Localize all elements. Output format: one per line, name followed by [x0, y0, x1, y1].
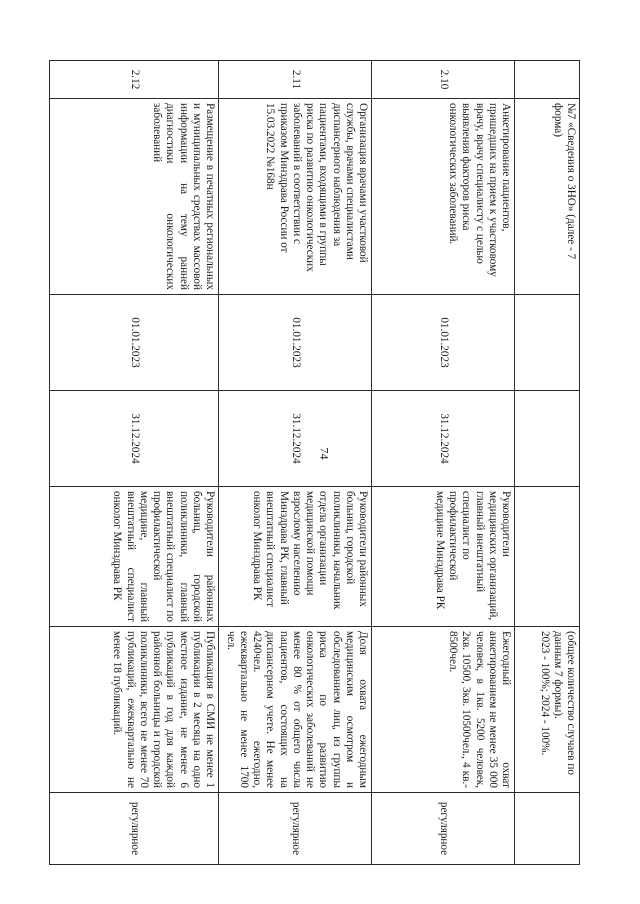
- periodicity-cell: регулярное: [372, 793, 515, 865]
- start-date: [515, 295, 580, 391]
- plan-table: [49, 60, 580, 865]
- indicator-cell: Ежегодный охват анкетированием не менее 35 000 человек, в 1кв. 5200 человек, 2кв. 10500, 3кв. 10500чел., 4 кв.- 8500чел.: [372, 627, 515, 793]
- event-cell: Анкетирование пациентов, пришедших на прием к участковому врачу, врачу специалисту с целью выявления факторов риска онкологических заболеваний.: [372, 99, 515, 295]
- table-row: [50, 61, 219, 865]
- event-cell: Организация врачами участковой службы, врачами специалистами диспансерного наблюдения за пациентами, входящими в группы риска по развитию онкологических заболеваний в соответствии с приказом Минздрава России от 15.03.2022 №168н: [219, 99, 372, 295]
- end-date: 31.12.2024: [50, 391, 219, 487]
- plan-table-rotated: [68, 60, 580, 864]
- table-row: [515, 61, 580, 865]
- event-cell: Размещение в печатных региональных и муниципальных средствах массовой информации на тему ранней диагностики онкологических заболеваний: [50, 99, 219, 295]
- start-date: 01.01.2023: [372, 295, 515, 391]
- row-number: 2.10: [372, 61, 515, 99]
- indicator-cell: Доля охвата ежегодным медицинским осмотром и обследованием лиц, из группы риска по развитию онкологических заболеваний не менее 80 % от общего числа пациентов, состоящих на диспансерном учете. Не менее 4240чел. ежегодно, ежеквартально не менее 1700 чел.: [219, 627, 372, 793]
- end-date: [515, 391, 580, 487]
- indicator-cell: Публикация в СМИ не менее 1 публикации в 2 месяца на одно местное издание, не менее 6 публикаций в год для каждой районной больницы и городской поликлиники, всего не менее 70 публикаций, ежеквартально не менее 18 публикаций.: [50, 627, 219, 793]
- start-date: 01.01.2023: [50, 295, 219, 391]
- periodicity-cell: регулярное: [219, 793, 372, 865]
- periodicity-cell: [515, 793, 580, 865]
- row-number: 2.12: [50, 61, 219, 99]
- start-date: 01.01.2023: [219, 295, 372, 391]
- row-number: [515, 61, 580, 99]
- responsible-cell: Руководители медицинских организаций, главный внештатный специалист по профилактической медицине Минздрава РК: [372, 487, 515, 627]
- responsible-cell: Руководители районных больниц, городской поликлиники, главный внештатный специалист по профилактической медицине, главный внештатный специалист онколог Минздрава РК: [50, 487, 219, 627]
- responsible-cell: [515, 487, 580, 627]
- end-date: 31.12.2024: [219, 391, 372, 487]
- end-date: 31.12.2024: [372, 391, 515, 487]
- row-number: 2.11: [219, 61, 372, 99]
- table-row: [372, 61, 515, 865]
- page-number: 74: [317, 447, 332, 460]
- indicator-cell: (общее количество случаев по данным 7 формы). 2023 - 100%; 2024 - 100%.: [515, 627, 580, 793]
- periodicity-cell: регулярное: [50, 793, 219, 865]
- responsible-cell: Руководители районных больниц, городской поликлиники, начальник отдела организации медицинской помощи взрослому населению Минздрава РК, главный внештатный специалист онколог Минздрава РК: [219, 487, 372, 627]
- event-cell: №7 «Сведения о ЗНО» (далее - 7 форма): [515, 99, 580, 295]
- table-row: [219, 61, 372, 865]
